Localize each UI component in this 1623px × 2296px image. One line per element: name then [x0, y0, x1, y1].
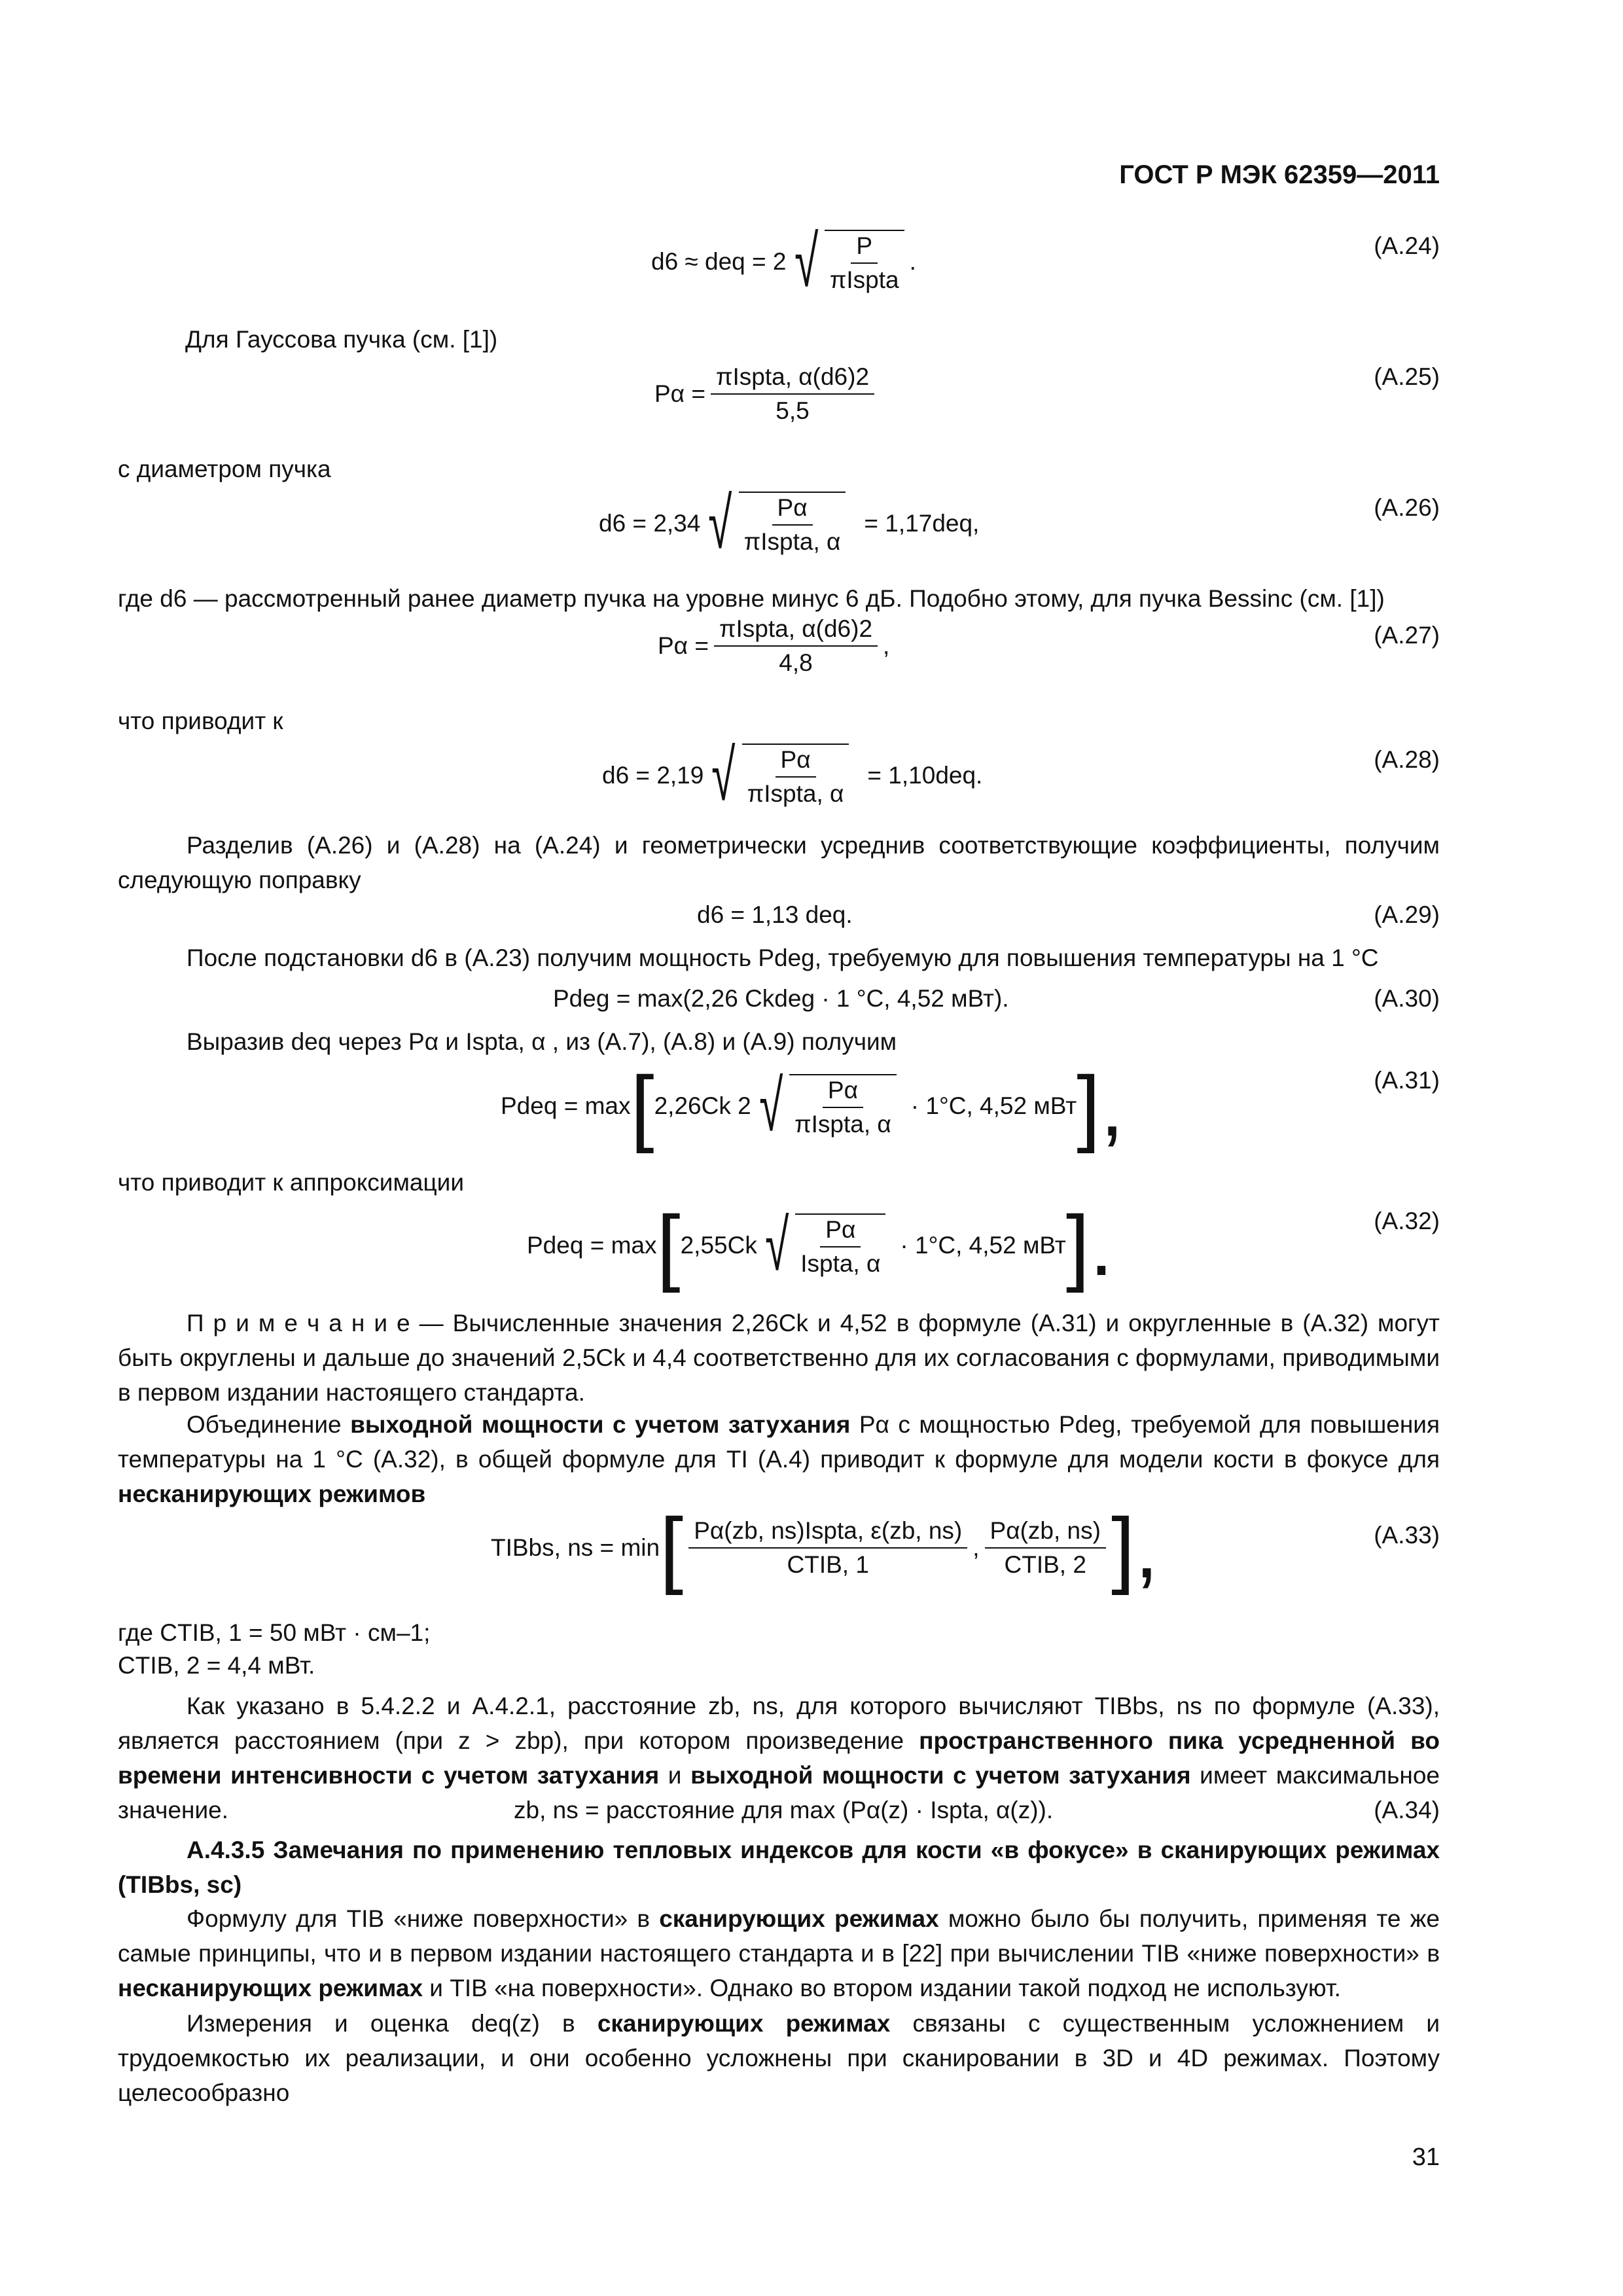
text-part: Как указано в 5.4.2.2 и А.4.2.1, расстояние zb, ns, для которого вычисляют TIBbs, ns по формуле (А.33), является расстоянием (при z > zbp), при котором произведение [118, 1693, 1440, 1754]
bold-term: сканирующих режимах [659, 1905, 939, 1932]
formula-a30: Pdeg = max(2,26 Ckdeg · 1 °С, 4,52 мВт). [553, 985, 1009, 1012]
formula-a32-mid: 2,55Ck [680, 1232, 757, 1259]
eq-number-a30: (А.30) [1374, 985, 1440, 1012]
formula-a24-den: πIspta [829, 266, 899, 293]
formula-a31-mid: 2,26Ck 2 [654, 1092, 751, 1119]
bracket-left: [ [656, 1198, 681, 1293]
formula-a25-num: πIspta, α(d6)2 [711, 363, 874, 395]
paragraph-where-c2: CTIB, 2 = 4,4 мВт. [118, 1652, 315, 1679]
bracket-left: [ [630, 1058, 654, 1154]
formula-a33-num1: Pα(zb, ns)Ispta, ε(zb, ns) [688, 1517, 967, 1549]
formula-a25-den: 5,5 [776, 397, 810, 424]
formula-a28 [602, 735, 983, 816]
formula-a32-den: Ispta, α [800, 1250, 881, 1277]
eq-number-a26: (А.26) [1374, 494, 1440, 521]
formula-a31-right: · 1°C, 4,52 мВт [910, 1092, 1077, 1119]
paragraph-tib-formula [118, 1901, 1440, 2005]
formula-a34: zb, ns = расстояние для max (Pα(z) · Ispta, α(z)). [514, 1797, 1054, 1823]
text-part: Формулу для TIB «ниже поверхности» в [187, 1905, 660, 1932]
formula-a29: d6 = 1,13 deq. [697, 901, 853, 928]
bracket-right: ], [1111, 1500, 1159, 1596]
formula-a33-den2: CTIB, 2 [1004, 1551, 1086, 1578]
text-part: Pα с мощностью Pdeg, требуемой для повышения температуры на 1 °С (А.32), в общей формуле для TI (А.4) приводит к формуле для модели кости в фокусе для [118, 1411, 1440, 1473]
formula-a32-num: Pα [820, 1216, 861, 1247]
formula-a24 [651, 221, 916, 302]
formula-a27-num: πIspta, α(d6)2 [714, 615, 878, 647]
bracket-right: ], [1077, 1058, 1124, 1154]
formula-a33 [491, 1500, 1159, 1596]
bold-term: пространственного пика усредненной во времени интенсивности с учетом затухания [118, 1727, 1440, 1789]
formula-a33-num2: Pα(zb, ns) [985, 1517, 1106, 1549]
paragraph-express: Выразив deq через Pα и Ispta, α , из (А.7), (А.8) и (А.9) получим [187, 1028, 897, 1055]
formula-a32-left: Pdeq = max [527, 1232, 657, 1259]
bold-term: выходной мощности с учетом затухания [690, 1762, 1191, 1789]
sqrt-symbol: √ $\frac{P}{\text{πIspta}}$ [787, 226, 910, 298]
eq-number-a34: (А.34) [1374, 1797, 1440, 1823]
bold-term: выходной мощности с учетом затухания [350, 1411, 851, 1438]
bold-term: несканирующих режимах [118, 1975, 423, 2001]
eq-number-a24: (А.24) [1374, 232, 1440, 259]
text-part: имеет максимальное значение. [118, 1762, 1440, 1823]
sqrt-symbol: √ $\frac{P\alpha}{\text{πIspta, α}}$ [700, 488, 851, 560]
bracket-left: [ [660, 1500, 684, 1596]
sqrt-symbol: √ $\frac{P\alpha}{\text{Ispta, α}}$ [757, 1210, 891, 1282]
formula-a26-den: πIspta, α [743, 528, 841, 555]
bracket-right: ]. [1065, 1198, 1114, 1293]
formula-a26 [599, 483, 980, 564]
formula-a31-den: πIspta, α [794, 1111, 891, 1138]
formula-a33-den1: CTIB, 1 [787, 1551, 869, 1578]
eq-number-a32: (А.32) [1374, 1208, 1440, 1234]
document-header: ГОСТ Р МЭК 62359—2011 [1119, 160, 1440, 189]
formula-a25 [654, 363, 880, 425]
formula-a32 [527, 1198, 1114, 1293]
eq-number-a29: (А.29) [1374, 901, 1440, 928]
formula-a27-end: , [883, 632, 890, 659]
text-part: и [659, 1762, 691, 1789]
eq-number-a33: (А.33) [1374, 1522, 1440, 1549]
paragraph-correction: Разделив (А.26) и (А.28) на (А.24) и геометрически усреднив соответствующие коэффициенты, получим следующую поправку [118, 832, 1440, 893]
paragraph-beam-diameter: с диаметром пучка [118, 456, 331, 482]
formula-a31-num: Pα [823, 1077, 863, 1108]
page-number: 31 [1412, 2144, 1440, 2171]
paragraph-bessinc: где d6 — рассмотренный ранее диаметр пучка на уровне минус 6 дБ. Подобно этому, для пучка Bessinc (см. [1]) [118, 585, 1385, 612]
eq-number-a25: (А.25) [1374, 363, 1440, 390]
formula-a27 [658, 615, 889, 677]
paragraph-measurement [118, 2006, 1440, 2110]
paragraph-gauss: Для Гауссова пучка (см. [1]) [185, 326, 498, 353]
formula-a31-left: Pdeq = max [501, 1092, 631, 1119]
text-part: связаны с существенным усложнением и трудоемкостью их реализации, и они особенно усложнены при сканировании в 3D и 4D режимах. Поэтому целесообразно [118, 2010, 1440, 2106]
paragraph-where-c1: где CTIB, 1 = 50 мВт · см–1; [118, 1619, 431, 1646]
paragraph-combination [118, 1407, 1440, 1511]
formula-a27-left: Pα = [658, 632, 709, 659]
formula-a25-left: Pα = [654, 380, 705, 407]
text-part: Измерения и оценка deq(z) в [187, 2010, 597, 2037]
text-part: и TIB «на поверхности». Однако во втором издании такой подход не используют. [423, 1975, 1341, 2001]
formula-a28-num: Pα [776, 746, 816, 778]
text-part: Объединение [187, 1411, 351, 1438]
comma: , [972, 1534, 980, 1561]
bold-term: несканирующих режимов [118, 1480, 426, 1507]
section-heading-a435: А.4.3.5 Замечания по применению тепловых индексов для кости «в фокусе» в сканирующих режимах (TIBbs, sc) [118, 1837, 1440, 1898]
formula-a26-right: = 1,17deq, [864, 510, 980, 537]
formula-a26-num: Pα [772, 494, 813, 526]
paragraph-approx: что приводит к аппроксимации [118, 1169, 465, 1196]
formula-a28-left: d6 = 2,19 [602, 762, 704, 789]
formula-a32-right: · 1°C, 4,52 мВт [900, 1232, 1066, 1259]
formula-a31 [501, 1058, 1124, 1154]
paragraph-substitution: После подстановки d6 в (А.23) получим мощность Pdeg, требуемую для повышения температуры на 1 °С [187, 944, 1379, 971]
sqrt-symbol: √ $\frac{P\alpha}{\text{πIspta, α}}$ [751, 1070, 902, 1142]
note-paragraph: П р и м е ч а н и е — Вычисленные значения 2,26Ck и 4,52 в формуле (А.31) и округленные в (А.32) могут быть округлены и дальше до значений 2,5Ck и 4,4 соответственно для их согласования с формулами, приводимыми в первом издании настоящего стандарта. [118, 1310, 1440, 1406]
formula-a26-left: d6 = 2,34 [599, 510, 701, 537]
bold-term: сканирующих режимах [597, 2010, 891, 2037]
eq-number-a28: (А.28) [1374, 746, 1440, 773]
paragraph-leads-to: что приводит к [118, 708, 283, 734]
formula-a28-right: = 1,10deq. [867, 762, 983, 789]
formula-a33-left: TIBbs, ns = min [491, 1534, 660, 1561]
eq-number-a27: (А.27) [1374, 622, 1440, 649]
sqrt-symbol: √ $\frac{P\alpha}{\text{πIspta, α}}$ [704, 740, 854, 812]
formula-a24-left: d6 ≈ deq = 2 [651, 248, 787, 275]
formula-a24-end: . [909, 248, 916, 275]
formula-a27-den: 4,8 [779, 649, 813, 676]
text-part: можно было бы получить, применяя те же самые принципы, что и в первом издании настоящего стандарта и в [22] при вычислении TIB «ниже поверхности» в [118, 1905, 1440, 1967]
formula-a24-num: P [851, 232, 878, 264]
eq-number-a31: (А.31) [1374, 1067, 1440, 1094]
formula-a28-den: πIspta, α [747, 780, 844, 807]
